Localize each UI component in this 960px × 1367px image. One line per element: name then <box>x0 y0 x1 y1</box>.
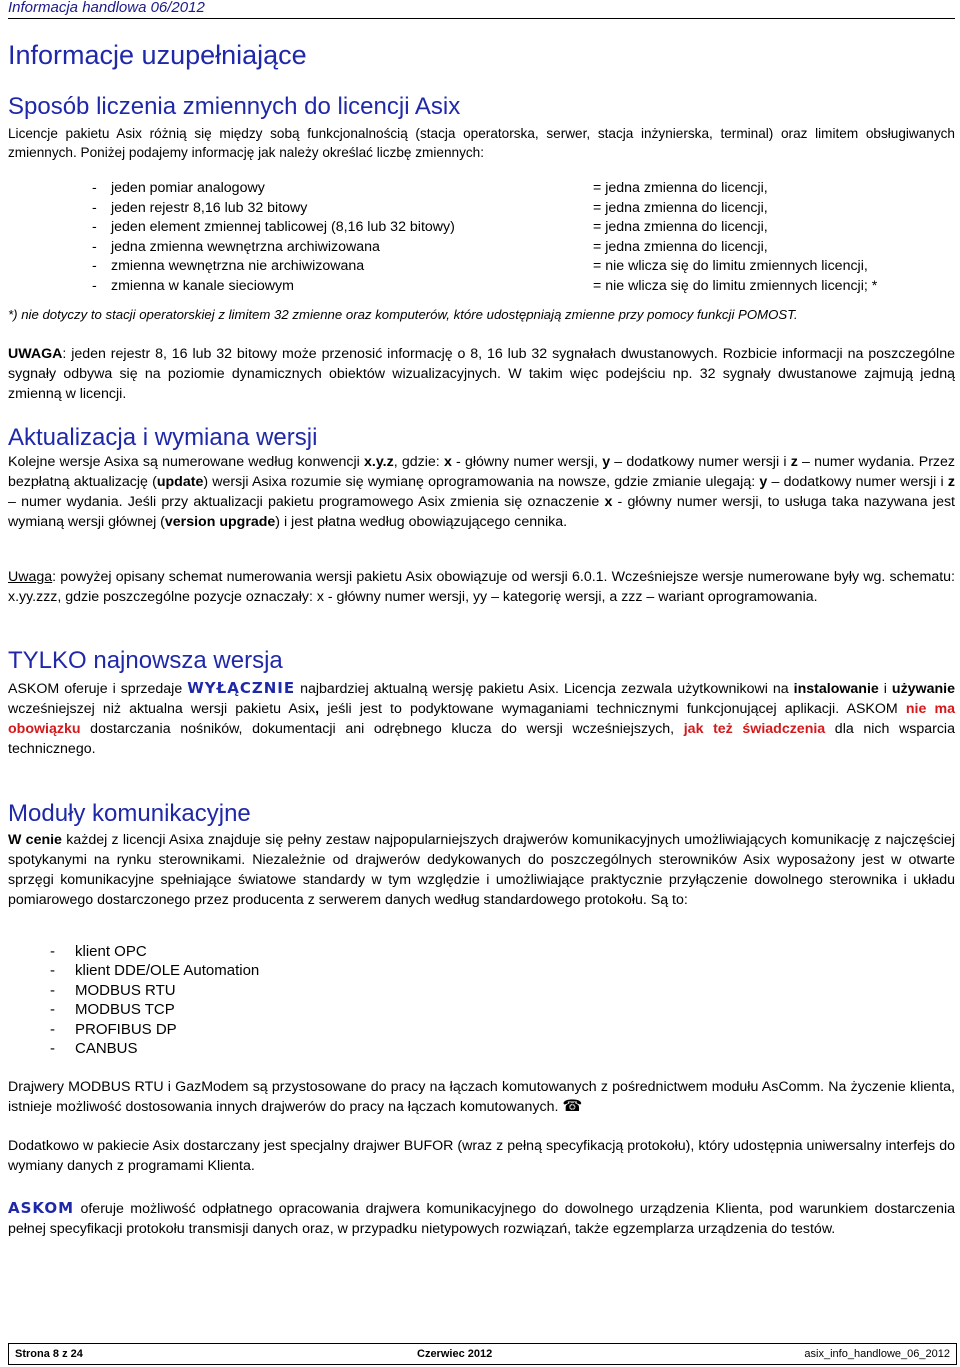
main-title: Informacje uzupełniające <box>8 40 307 70</box>
list-item: - zmienna wewnętrzna nie archiwizowana = nie wlicza się do limitu zmiennych licencji, <box>92 258 868 274</box>
section-title-versions: Aktualizacja i wymiana wersji <box>8 424 318 451</box>
list-item: - jeden element zmiennej tablicowej (8,16 lub 32 bitowy) = jedna zmienna do licencji, <box>92 219 768 235</box>
custom-driver-paragraph: ASKOM oferuje możliwość odpłatnego opracowania drajwera komunikacyjnego do dowolnego urządzenia Klienta, pod warunkiem dostarczenia pełnej specyfikacji protokołu transmisji danych oraz, w przypadku nietypowych rozwiązań, także egzemplarza urządzenia do testów. <box>8 1199 955 1237</box>
list-item: - zmienna w kanale sieciowym = nie wlicza się do limitu zmiennych licencji; * <box>92 278 878 294</box>
warning-paragraph: UWAGA: jeden rejestr 8, 16 lub 32 bitowy może przenosić informację o 8, 16 lub 32 sygnałach dwustanowych. Rozbicie informacji na poszczególne sygnały odbywa się na poziomie dynamicznych obiektów wizualizacyjnych. W takim więc podejściu np. 32 sygnały dwustanowe zajmują jedną zmienną w licencji. <box>8 346 955 402</box>
page-footer <box>8 1343 957 1365</box>
list-item: - jedna zmienna wewnętrzna archiwizowana = jedna zmienna do licencji, <box>92 239 768 255</box>
footer-filename: asix_info_handlowe_06_2012 <box>804 1348 950 1360</box>
exclusively-emphasis: WYŁĄCZNIE <box>187 679 296 697</box>
footnote: *) nie dotyczy to stacji operatorskiej z limitem 32 zmienne oraz komputerów, które udostępniają zmienne przy pomocy funkcji POMOST. <box>8 307 798 322</box>
latest-paragraph: ASKOM oferuje i sprzedaje WYŁĄCZNIE najbardziej aktualną wersję pakietu Asix. Licencja zezwala użytkownikowi na instalowanie i używanie wcześniejszej niż aktualna wersji pakietu Asix, jeśli jest to podyktowane wymaganiami technicznymi funkcjonującej aplikacji. ASKOM nie ma obowiązku dostarczania nośników, dokumentacji ani odrębnego klucza do wersji wcześniejszych, jak też świadczenia dla nich wsparcia technicznego. <box>8 679 955 757</box>
section-title-latest: TYLKO najnowsza wersja <box>8 647 283 674</box>
page-header <box>8 0 955 19</box>
page-number: Strona 8 z 24 <box>15 1348 83 1360</box>
phone-icon: ☎ <box>562 1098 583 1115</box>
modules-paragraph: W cenie każdej z licencji Asixa znajduje się pełny zestaw najpopularniejszych drajwerów komunikacyjnych umożliwiających komunikację z najczęściej spotykanymi na rynku sterownikami. Niezależnie od drajwerów dedykowanych do poszczególnych sterowników Asix wyposażony jest w otwarte sprzęgi komunikacyjne spełniające światowe standardy w tym względzie i umożliwiające praktycznie przyłączenie dowolnego sterownika i układu pomiarowego dostarczonego przez producenta z serwerem danych według standardowego protokołu. Są to: <box>8 832 955 908</box>
intro-paragraph: Licencje pakietu Asix różnią się między sobą funkcjonalnością (stacja operatorska, serwer, stacja inżynierska, terminal) oraz limitem obsługiwanych zmiennych. Poniżej podajemy informację jak należy określać liczbę zmiennych: <box>8 126 955 160</box>
section-title-licensing: Sposób liczenia zmiennych do licencji Asix <box>8 93 461 120</box>
section-title-modules: Moduły komunikacyjne <box>8 800 251 827</box>
list-item: - jeden pomiar analogowy = jedna zmienna do licencji, <box>92 180 768 196</box>
drivers-paragraph: Drajwery MODBUS RTU i GazModem są przystosowane do pracy na łączach komutowanych z pośrednictwem modułu AsComm. Na życzenie klienta, istnieje możliwość dostosowania innych drajwerów do pracy na łączach komutowanych. ☎ <box>8 1079 955 1115</box>
versions-paragraph: Kolejne wersje Asixa są numerowane według konwencji x.y.z, gdzie: x - główny numer wersji, y – dodatkowy numer wersji i z – numer wydania. Przez bezpłatną aktualizację (update) wersji Asixa rozumie się wymianę oprogramowania na nowsze, gdzie zmianie ulegają: y – dodatkowy numer wersji i z – numer wydania. Jeśli przy aktualizacji pakietu programowego Asix zmienia się oznaczenie x - główny numer wersji, to usługa taka nazywana jest wymianą wersji głównej (version upgrade) i jest płatna według obowiązującego cennika. <box>8 454 956 530</box>
askom-logo-text: ASKOM <box>8 1199 75 1217</box>
list-item: - jeden rejestr 8,16 lub 32 bitowy = jedna zmienna do licencji, <box>92 200 768 216</box>
versions-note: Uwaga: powyżej opisany schemat numerowania wersji pakietu Asix obowiązuje od wersji 6.0.1. Wcześniejsze wersje numerowane były wg. schematu: x.yy.zzz, gdzie poszczególne pozycje oznaczały: x - główny numer wersji, yy – kategorię wersji, a zzz – wariant oprogramowania. <box>8 569 955 605</box>
footer-date: Czerwiec 2012 <box>417 1348 493 1360</box>
buffer-paragraph: Dodatkowo w pakiecie Asix dostarczany jest specjalny drajwer BUFOR (wraz z pełną specyfikacją protokołu), który udostępnia uniwersalny interfejs do wymiany danych z programami Klienta. <box>8 1138 955 1174</box>
note-label: Uwaga <box>8 569 53 585</box>
warning-label: UWAGA <box>8 346 63 362</box>
header-title: Informacja handlowa 06/2012 <box>8 0 205 16</box>
